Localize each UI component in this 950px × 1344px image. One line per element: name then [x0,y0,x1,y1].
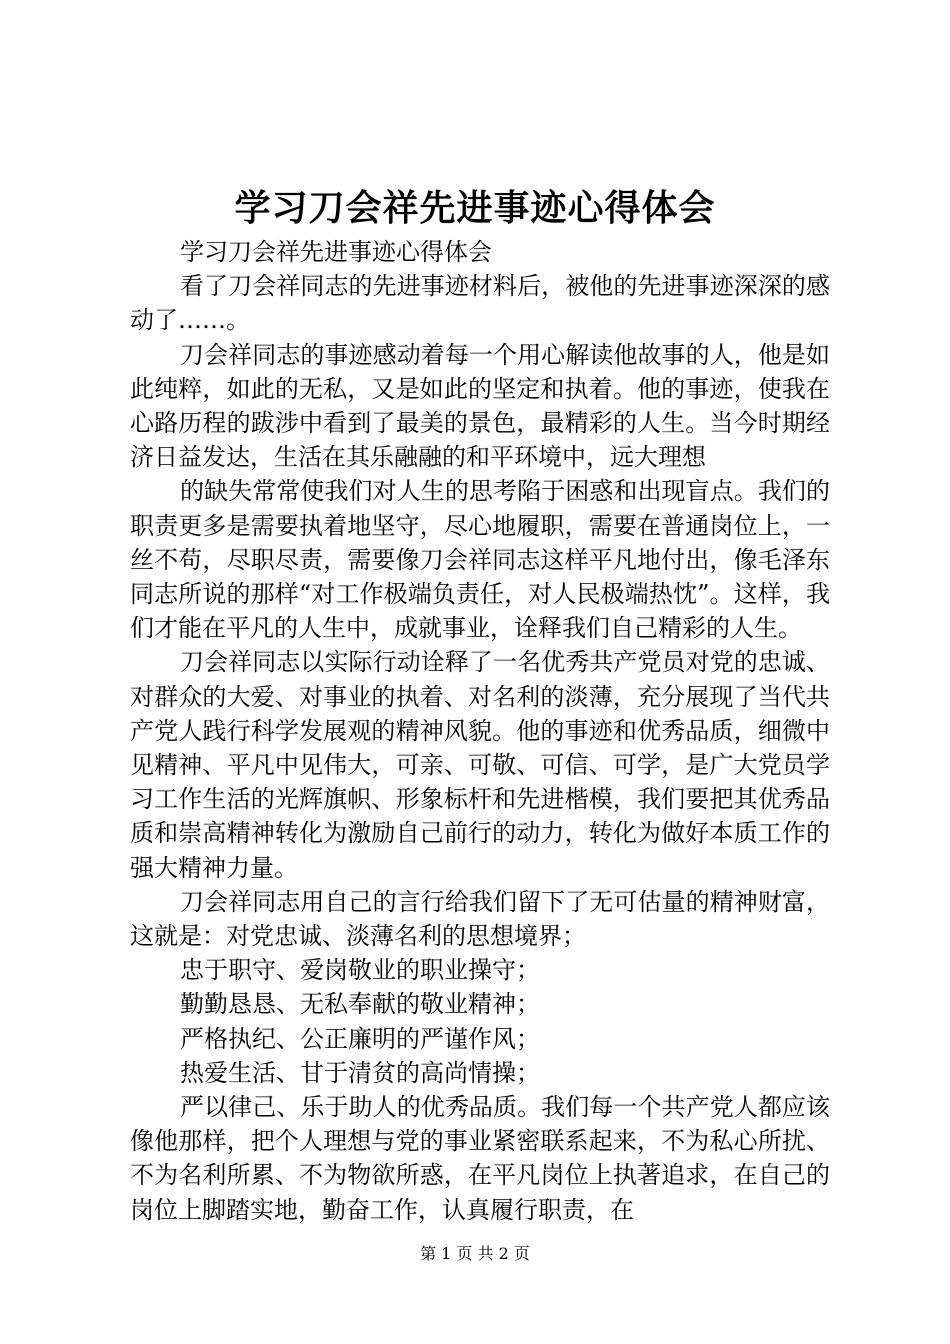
document-title: 学习刀会祥先进事迹心得体会 [234,187,716,229]
paragraph: 严以律己、乐于助人的优秀品质。我们每一个共产党人都应该像他那样，把个人理想与党的事业紧密联系起来，不为私心所扰、不为名利所累、不为物欲所惑，在平凡岗位上执著追求，在自己的岗位上脚踏实地，勤奋工作，认真履行职责，在 [130,1093,830,1224]
paragraph: 忠于职守、爱岗敬业的职业操守； [180,956,540,985]
paragraph: 勤勤恳恳、无私奉献的敬业精神； [180,990,540,1019]
paragraph: 刀会祥同志用自己的言行给我们留下了无可估量的精神财富，这就是：对党忠诚、淡薄名利的思想境界； [130,887,830,951]
paragraph: 刀会祥同志的事迹感动着每一个用心解读他故事的人，他是如此纯粹，如此的无私，又是如此的坚定和执着。他的事迹，使我在心路历程的跋涉中看到了最美的景色，最精彩的人生。当今时期经济日益发达，生活在其乐融融的和平环境中，远大理想 [130,340,830,472]
paragraph: 看了刀会祥同志的先进事迹材料后，被他的先进事迹深深的感动了……。 [130,272,830,335]
paragraph: 热爱生活、甘于清贫的高尚情操； [180,1058,540,1087]
paragraph: 刀会祥同志以实际行动诠释了一名优秀共产党员对党的忠诚、对群众的大爱、对事业的执着、对名利的淡薄，充分展现了当代共产党人践行科学发展观的精神风貌。他的事迹和优秀品质，细微中见精神、平凡中见伟大，可亲、可敬、可信、可学，是广大党员学习工作生活的光辉旗帜、形象标杆和先进楷模，我们要把其优秀品质和崇高精神转化为激励自己前行的动力，转化为做好本质工作的强大精神力量。 [130,648,830,882]
document-body [130,235,830,1227]
page-footer: 第 1 页 共 2 页 [420,1244,530,1263]
paragraph: 严格执纪、公正廉明的严谨作风； [180,1024,540,1053]
paragraph: 的缺失常常使我们对人生的思考陷于困惑和出现盲点。我们的职责更多是需要执着地坚守，尽心地履职，需要在普通岗位上，一丝不苟，尽职尽责，需要像刀会祥同志这样平凡地付出，像毛泽东同志所说的那样“对工作极端负责任，对人民极端热忱”。这样，我们才能在平凡的人生中，成就事业，诠释我们自己精彩的人生。 [130,477,830,643]
paragraph: 学习刀会祥先进事迹心得体会 [180,238,492,266]
